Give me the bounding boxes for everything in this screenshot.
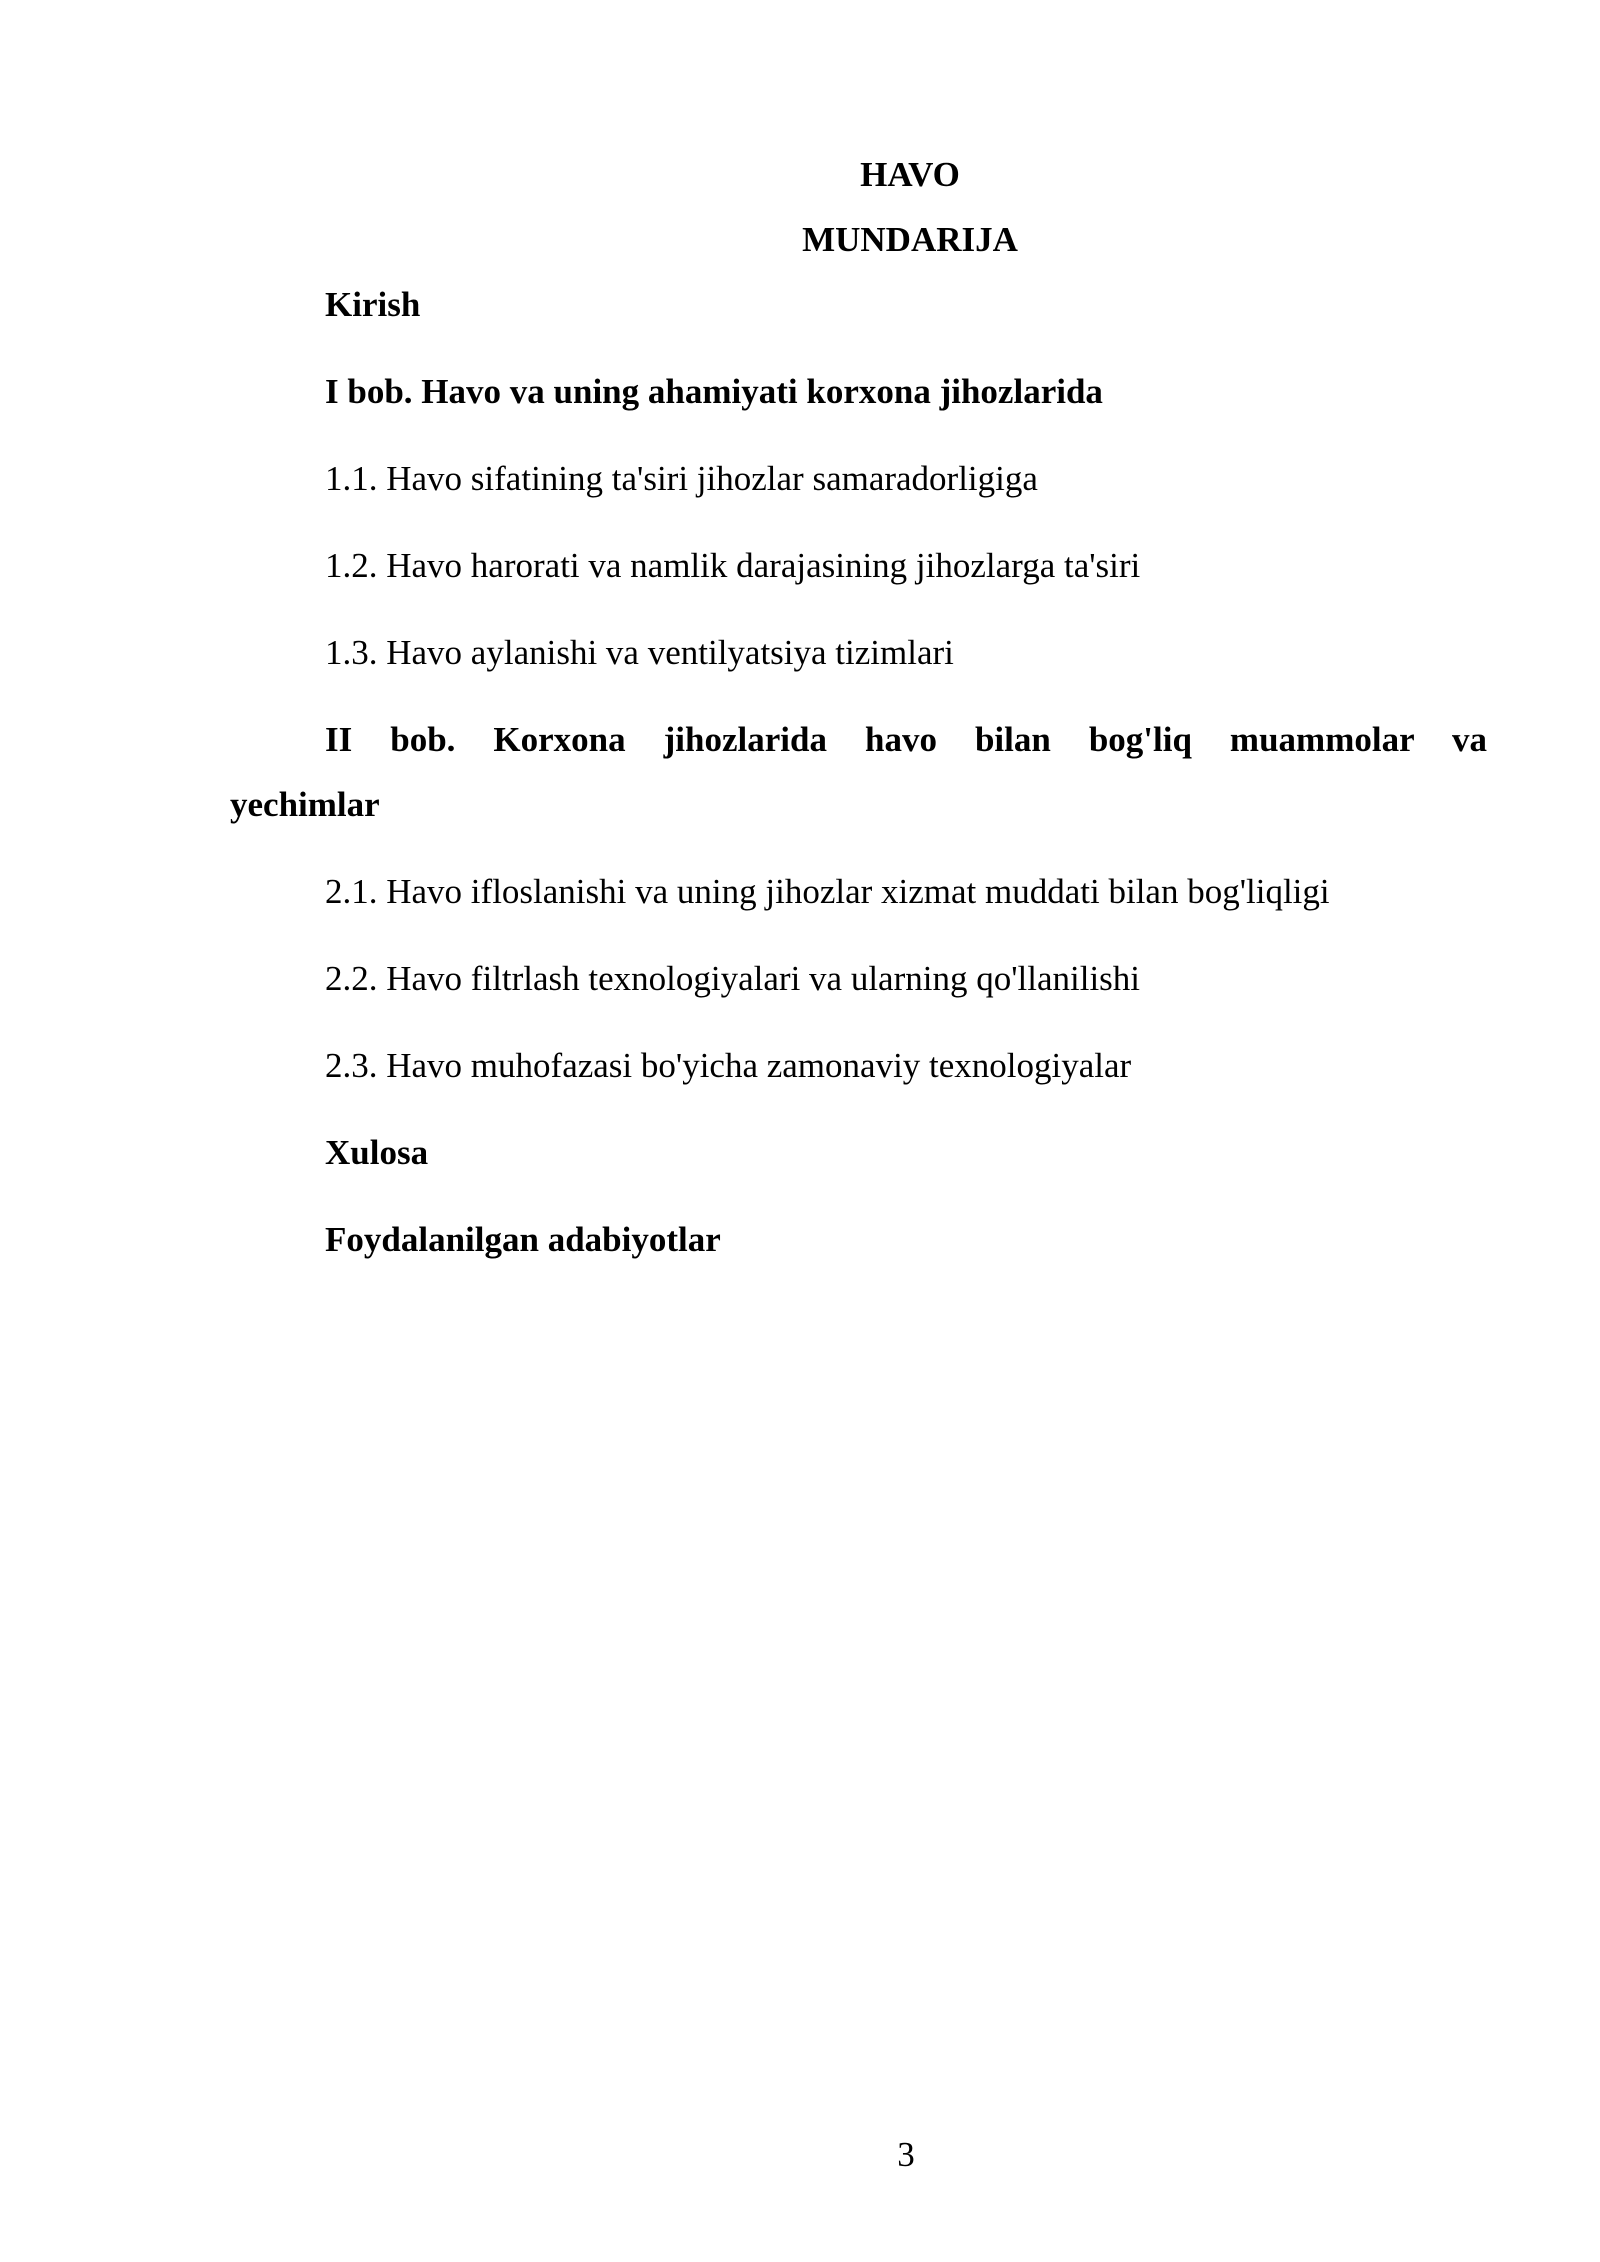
document-title: HAVO [860,155,960,194]
page-number: 3 [897,2135,915,2174]
toc-item-section-1-2: 1.2. Havo harorati va namlik darajasining jihozlarga ta'siri [325,546,1141,585]
toc-item-chapter-2-line-1: II bob. Korxona jihozlarida havo bilan bog'liq muammolar va [325,720,1487,759]
toc-item-section-2-3: 2.3. Havo muhofazasi bo'yicha zamonaviy texnologiyalar [325,1046,1132,1085]
toc-item-references: Foydalanilgan adabiyotlar [325,1220,721,1259]
toc-item-section-2-2: 2.2. Havo filtrlash texnologiyalari va ularning qo'llanilishi [325,959,1141,998]
toc-item-section-1-3: 1.3. Havo aylanishi va ventilyatsiya tizimlari [325,633,954,672]
toc-item-chapter-2-line-2: yechimlar [230,785,380,824]
contents-heading: MUNDARIJA [802,220,1018,259]
toc-item-conclusion: Xulosa [325,1133,429,1172]
toc-item-intro: Kirish [325,285,421,324]
toc-item-section-2-1: 2.1. Havo ifloslanishi va uning jihozlar xizmat muddati bilan bog'liqligi [325,872,1330,911]
toc-item-section-1-1: 1.1. Havo sifatining ta'siri jihozlar samaradorligiga [325,459,1038,498]
toc-item-chapter-1: I bob. Havo va uning ahamiyati korxona jihozlarida [325,372,1103,411]
